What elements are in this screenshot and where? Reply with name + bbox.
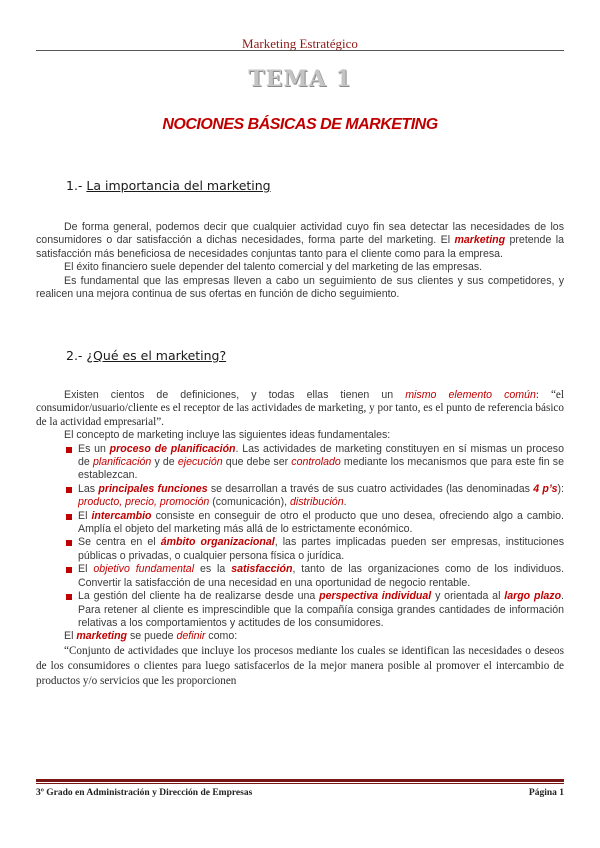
section-2-intro: Existen cientos de definiciones, y todas ellas tienen un mismo elemento común: “el consumidor/usuario/cliente es el receptor de las actividades de marketing, y por tanto, es el punto de referencia básico de la actividad empresarial”. — [36, 389, 564, 428]
footer-course: 3º Grado en Administración y Dirección de Empresas — [36, 788, 253, 798]
section-1-title: La importancia del marketing — [86, 178, 271, 193]
list-item: Las principales funciones se desarrollan a través de sus cuatro actividades (las denominadas 4 p’s): producto, precio, promoción (comunicación), distribución. — [78, 482, 565, 509]
section-1-paragraph-1: De forma general, podemos decir que cualquier actividad cuyo fin sea detectar las necesidades de los consumidores o dar satisfacción a dichas necesidades, forma parte del marketing. El marketing pretende la satisfacción más beneficiosa de necesidades conjuntas tanto para el cliente como para la empresa. — [36, 221, 564, 260]
section-2-title: ¿Qué es el marketing? — [86, 348, 227, 363]
section-2-body — [36, 389, 564, 689]
header-divider — [36, 50, 564, 51]
section-1-heading — [66, 178, 271, 193]
section-1-paragraph-2: El éxito financiero suele depender del talento comercial y del marketing de las empresas. — [64, 261, 483, 274]
section-2-concept: El concepto de marketing incluye las siguientes ideas fundamentales: — [64, 429, 391, 442]
section-2-heading — [66, 348, 226, 363]
section-1-body — [36, 221, 564, 301]
definition-intro: El marketing se puede definir como: — [64, 630, 238, 643]
chapter-subtitle: NOCIONES BÁSICAS DE MARKETING — [162, 116, 438, 133]
list-item: El intercambio consiste en conseguir de otro el producto que uno desea, ofreciendo algo a cambio. Amplía el objeto del marketing más allá de lo estrictamente económico. — [78, 509, 564, 536]
section-1-number: 1.- — [66, 178, 83, 193]
definition-quote: “Conjunto de actividades que incluye los procesos mediante los cuales se identifican las necesidades o deseos de los consumidores o clientes para luego satisfacerlos de la mejor manera posible al promover el intercambio de productos y/o servicios que les proporcionen — [36, 644, 564, 687]
list-item: La gestión del cliente ha de realizarse desde una perspectiva individual y orientada al largo plazo. Para retener al cliente es imprescindible que la compañía consiga grandes cantidades de información relativas a los comportamientos y actitudes de los consumidores. — [78, 590, 564, 629]
footer-divider-thin — [36, 783, 564, 784]
list-item: El objetivo fundamental es la satisfacción, tanto de las organizaciones como de los individuos. Convertir la satisfacción de una necesidad en una oportunidad de negocio rentable. — [78, 563, 565, 589]
section-1-paragraph-3: Es fundamental que las empresas lleven a cabo un seguimiento de sus clientes y sus competidores, y realicen una mejora continua de sus ofertas en función de dicho seguimiento. — [36, 274, 564, 301]
list-item: Se centra en el ámbito organizacional, las partes implicadas pueden ser empresas, instituciones públicas o privadas, o cualquier persona física o jurídica. — [78, 536, 564, 562]
footer-page-number: Página 1 — [528, 788, 564, 798]
ideas-list — [36, 443, 564, 631]
page-header: Marketing Estratégico — [242, 36, 358, 51]
section-2-number: 2.- — [66, 348, 83, 363]
footer-divider — [36, 779, 564, 782]
list-item: Es un proceso de planificación. Las actividades de marketing constituyen en sí mismas un proceso de planificación y de ejecución que debe ser controlado mediante los mecanismos que para este fin se establezcan. — [78, 442, 564, 482]
chapter-title: TEMA 1 — [248, 66, 352, 92]
